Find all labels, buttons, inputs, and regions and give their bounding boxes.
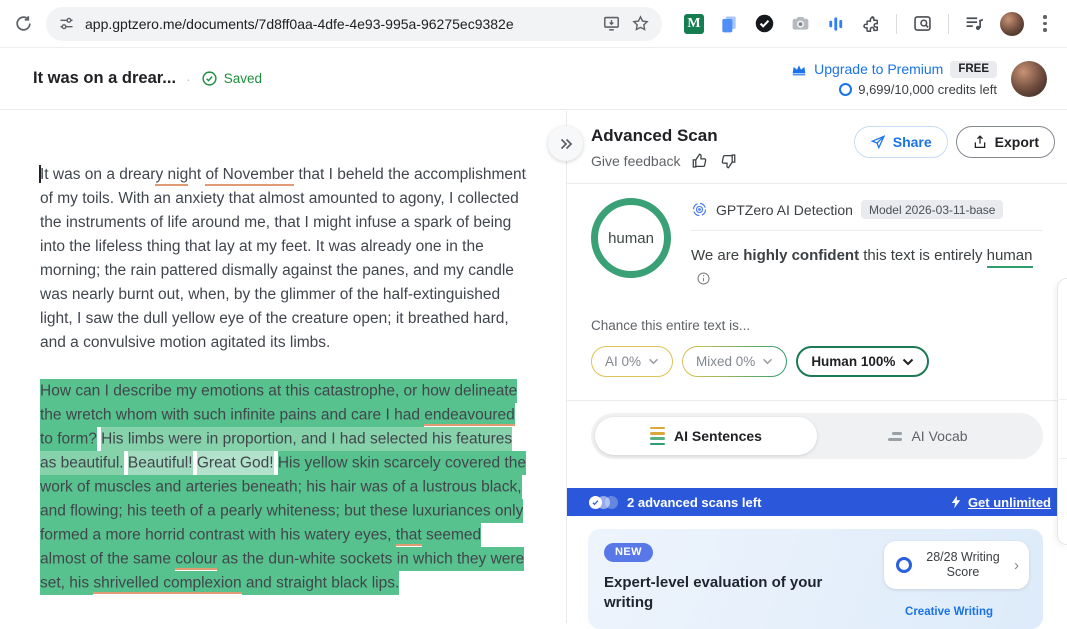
tab-ai-vocab[interactable] [817,417,1039,455]
reload-button[interactable] [6,7,40,41]
highlighted-sentence: colour [175,547,217,571]
share-label: Share [892,134,932,150]
highlighted-sentence: that [396,523,422,547]
ai-percentage-label: AI 0% [605,354,642,369]
inline-divider [691,230,1043,231]
writing-category-link[interactable]: Creative Writing [905,606,993,618]
new-badge: NEW [604,543,653,562]
export-button[interactable] [956,126,1055,158]
text-segment: of November [205,166,294,186]
writing-score-label: 28/28 Writing Score [926,550,1000,579]
paragraph [40,163,528,355]
text-segment: y nig [155,166,188,186]
highlighted-sentence: Great God! [197,451,274,475]
text-segment: It was on a drear [40,166,156,183]
document-text [40,163,528,595]
section-divider [567,400,1067,401]
floating-assistant-widget[interactable] [1057,278,1067,545]
tab-label: AI Vocab [911,428,968,444]
document-editor[interactable] [0,111,566,623]
confidence-level: highly confident [743,247,860,264]
mixed-percentage-dropdown[interactable] [682,346,787,377]
highlighted-sentence: His yellow skin scarcely covered the work of muscles and arteries beneath; his hair was of a lustrous black, and flowing; his teeth of a pearly whiteness; but these luxuriances only formed a more horrid contrast with his watery eyes, [40,451,526,547]
give-feedback-label: Give feedback [591,153,681,169]
address-bar[interactable] [46,7,662,41]
highlighted-sentence: shrivelled complexion [93,571,241,595]
paragraph [40,379,528,595]
highlighted-sentence: and straight black lips. [242,571,400,595]
share-button[interactable] [854,126,948,158]
writing-feedback-card[interactable] [588,529,1043,629]
site-settings-icon[interactable] [58,15,75,32]
browser-menu-icon[interactable] [1039,11,1051,36]
bookmark-star-icon[interactable] [631,14,650,33]
human-percentage-label: Human 100% [811,354,896,369]
info-icon[interactable] [696,271,711,286]
result-tabs [591,413,1043,459]
ai-vocab-icon [888,432,902,441]
highlighted-sentence: endeavoured [424,403,515,427]
extensions-row [684,11,1051,36]
detection-result [567,184,1067,308]
toolbar-separator [948,14,949,34]
chance-section [567,308,1067,400]
detector-name: GPTZero AI Detection [716,201,853,218]
title-separator-dot: · [186,70,191,87]
highlighted-sentence: His limbs were in proportion, and I had selected his features as beautiful. [40,427,512,475]
writing-score-chip[interactable] [884,541,1029,589]
export-label: Export [994,134,1039,150]
highlighted-sentence: How can I describe my emotions at this catastrophe, or how delineate the wretch whom with such infinite pains and care I had [40,379,517,427]
upgrade-premium-link[interactable]: Upgrade to Premium [814,61,944,77]
tab-ai-sentences[interactable] [595,417,817,455]
user-avatar[interactable] [1011,61,1047,97]
url-text[interactable]: app.gptzero.me/documents/7d8ff0aa-4dfe-4e93-995a-96275ec9382e [85,15,514,32]
audio-extension-icon[interactable] [826,14,846,34]
toolbar-separator [896,14,897,34]
check-extension-icon[interactable] [754,13,775,34]
model-badge: Model 2026-03-11-base [861,200,1004,219]
thumb-down-icon[interactable] [719,152,737,170]
chevron-right-icon: › [1014,556,1019,574]
chance-label: Chance this entire text is... [591,318,751,333]
install-app-icon[interactable] [602,14,621,33]
reload-icon [14,14,33,33]
tab-label: AI Sentences [674,428,762,444]
chevron-down-icon [762,358,773,365]
playlist-icon[interactable] [964,13,985,34]
confidence-class: human [987,247,1033,268]
saved-status-badge [201,70,262,87]
human-percentage-dropdown[interactable] [796,346,929,377]
collapse-panel-icon [559,138,573,150]
credits-ring-icon [839,83,852,96]
get-unlimited-link[interactable]: Get unlimited [967,494,1051,510]
reader-search-icon[interactable] [912,13,933,34]
classification-label: human [608,229,654,247]
export-icon [972,134,988,150]
promo-title: Expert-level evaluation of your writing [604,573,823,611]
chevron-down-icon [648,358,659,365]
panel-title: Advanced Scan [591,126,718,145]
highlighted-sentence: to form? [40,427,97,451]
camera-extension-icon[interactable] [790,13,811,34]
gptzero-logo-icon [691,201,708,218]
text-segment: that I beheld the accomplishment of my toils. With an anxiety that almost amounted to agony, I collected the instruments of life around me, that I might infuse a spark of being into the lifeless thing that lay at my feet. It was already one in the morning; the rain pattered dismally against the panes, and my candle was nearly burnt out, when, by the glimmer of the half-extinguished light, I saw the dull yellow eye of the creature open; it breathed hard, and a convulsive motion agitated its limbs. [40,166,526,351]
text-segment: ht [188,166,206,183]
saved-label: Saved [223,71,263,86]
ai-sentences-icon [650,427,665,446]
classification-circle [591,198,671,278]
extensions-puzzle-icon[interactable] [861,14,881,34]
credits-label: 9,699/10,000 credits left [858,81,997,97]
mixed-percentage-label: Mixed 0% [696,354,756,369]
highlighted-sentence: seemed almost of the same [40,523,481,571]
scans-left-banner [567,488,1067,516]
lightning-icon [950,495,962,509]
thumb-up-icon[interactable] [691,152,709,170]
plan-badge: FREE [950,61,997,78]
writing-score-ring-icon [896,557,912,573]
share-plane-icon [870,134,886,150]
clipboard-extension-icon[interactable] [719,14,739,34]
browser-profile-avatar[interactable] [1000,12,1024,36]
highlighted-sentence: Beautiful! [128,451,193,475]
confidence-statement [691,244,1036,292]
highlighted-sentence: as the dun-white sockets in which they were set, his [40,547,524,595]
scan-panel-header [567,111,1067,183]
app-header [0,48,1067,110]
text-cursor [39,165,41,183]
chevron-down-icon [902,358,914,366]
confidence-suffix: this text is entirely [859,247,987,264]
document-title[interactable]: It was on a drear... [33,69,177,87]
collapse-panel-button[interactable] [548,126,583,161]
confidence-prefix: We are [691,247,744,264]
advanced-scan-panel [567,111,1067,623]
scan-check-dot-icon [589,496,618,509]
dictionary-extension-icon[interactable]: M [684,14,704,34]
ai-percentage-dropdown[interactable] [591,346,673,377]
browser-toolbar [0,0,1067,48]
saved-check-icon [201,70,218,87]
scans-left-label: 2 advanced scans left [627,494,762,510]
crown-icon [791,62,807,76]
